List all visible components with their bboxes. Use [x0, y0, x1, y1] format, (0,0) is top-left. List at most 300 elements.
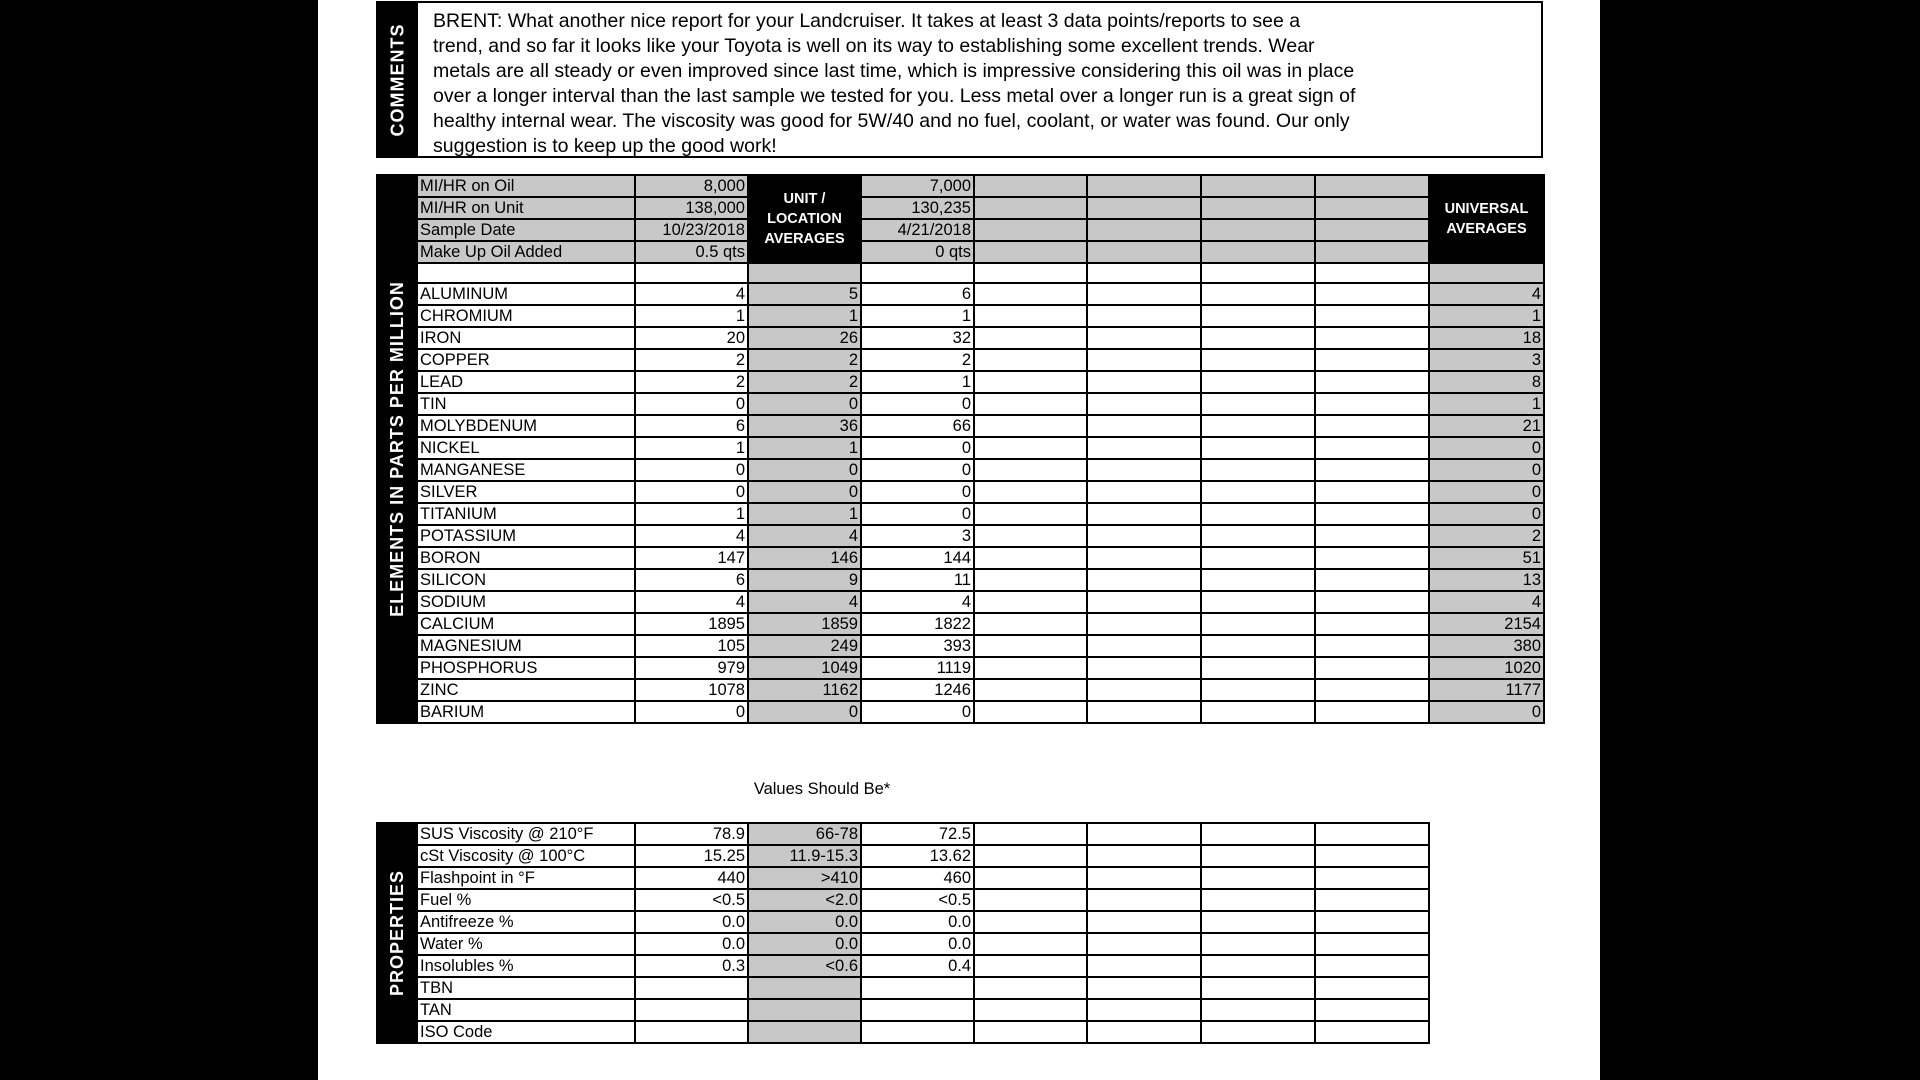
sample-info-previous: 130,235 [861, 197, 974, 219]
element-name: SILVER [417, 481, 635, 503]
element-universal-average: 0 [1429, 437, 1544, 459]
empty-cell [1087, 933, 1201, 955]
element-universal-average: 18 [1429, 327, 1544, 349]
element-previous: 11 [861, 569, 974, 591]
empty-cell [1315, 701, 1429, 723]
element-previous: 6 [861, 283, 974, 305]
element-universal-average: 3 [1429, 349, 1544, 371]
element-current: 1 [635, 437, 748, 459]
empty-cell [1315, 283, 1429, 305]
empty-cell [1201, 569, 1315, 591]
empty-cell [1315, 219, 1429, 241]
property-current [635, 999, 748, 1021]
element-unit-average: 2 [748, 349, 861, 371]
empty-cell [974, 845, 1087, 867]
element-current: 2 [635, 371, 748, 393]
sample-info-current: 10/23/2018 [635, 219, 748, 241]
empty-cell [1201, 371, 1315, 393]
property-should-be [748, 1021, 861, 1043]
element-name: PHOSPHORUS [417, 657, 635, 679]
empty-cell [1315, 823, 1429, 845]
element-current: 979 [635, 657, 748, 679]
comment-line: BRENT: What another nice report for your Landcruiser. It takes at least 3 data points/reports to see a [433, 10, 1301, 32]
element-current: 4 [635, 283, 748, 305]
element-current: 0 [635, 701, 748, 723]
empty-cell [1087, 1021, 1201, 1043]
element-row [377, 657, 1544, 679]
element-row [377, 349, 1544, 371]
element-current: 2 [635, 349, 748, 371]
empty-cell [1087, 591, 1201, 613]
empty-cell [974, 241, 1087, 263]
element-row [377, 415, 1544, 437]
comment-line: metals are all steady or even improved since last time, which is impressive considering this oil was in place [433, 60, 1355, 82]
empty-cell [1087, 175, 1201, 197]
sample-info-current: 0.5 qts [635, 241, 748, 263]
unit-location-averages-header: UNIT / LOCATION AVERAGES [748, 175, 861, 263]
empty-cell [1315, 955, 1429, 977]
empty-cell [1315, 867, 1429, 889]
property-current [635, 977, 748, 999]
element-name: IRON [417, 327, 635, 349]
comment-line: over a longer interval than the last sample we tested for you. Less metal over a longer run is a great sign of [433, 85, 1356, 107]
empty-cell [1315, 657, 1429, 679]
empty-cell [974, 349, 1087, 371]
element-name: LEAD [417, 371, 635, 393]
empty-cell [1087, 283, 1201, 305]
element-row [377, 635, 1544, 657]
sample-info-label: MI/HR on Oil [417, 175, 635, 197]
property-name: TAN [417, 999, 635, 1021]
element-unit-average: 1049 [748, 657, 861, 679]
empty-cell [1201, 823, 1315, 845]
empty-cell [974, 415, 1087, 437]
property-current: 0.0 [635, 933, 748, 955]
empty-cell [974, 219, 1087, 241]
empty-cell [974, 371, 1087, 393]
property-name: Flashpoint in °F [417, 867, 635, 889]
values-should-be-note: Values Should Be* [753, 780, 891, 798]
element-universal-average: 21 [1429, 415, 1544, 437]
element-unit-average: 9 [748, 569, 861, 591]
element-universal-average: 1 [1429, 393, 1544, 415]
empty-cell [974, 437, 1087, 459]
property-previous: 0.0 [861, 911, 974, 933]
property-previous: 460 [861, 867, 974, 889]
empty-cell [1201, 845, 1315, 867]
element-previous: 0 [861, 503, 974, 525]
element-previous: 1 [861, 371, 974, 393]
property-name: Antifreeze % [417, 911, 635, 933]
empty-cell [1201, 219, 1315, 241]
element-unit-average: 0 [748, 481, 861, 503]
empty-cell [974, 569, 1087, 591]
empty-cell [1087, 955, 1201, 977]
comment-line: suggestion is to keep up the good work! [433, 135, 777, 157]
properties-sidebar [377, 823, 417, 1043]
empty-cell [1087, 657, 1201, 679]
empty-cell [1201, 1021, 1315, 1043]
empty-cell [1201, 933, 1315, 955]
element-previous: 0 [861, 393, 974, 415]
property-should-be: 0.0 [748, 911, 861, 933]
sample-info-row [377, 197, 1544, 219]
element-current: 4 [635, 591, 748, 613]
element-current: 0 [635, 481, 748, 503]
property-row [377, 955, 1429, 977]
empty-cell [1201, 415, 1315, 437]
empty-cell [861, 263, 974, 283]
property-previous: 0.4 [861, 955, 974, 977]
property-previous: <0.5 [861, 889, 974, 911]
property-name: Fuel % [417, 889, 635, 911]
empty-cell [1315, 349, 1429, 371]
property-name: cSt Viscosity @ 100°C [417, 845, 635, 867]
element-row [377, 503, 1544, 525]
comments-label: COMMENTS [387, 23, 408, 136]
property-previous: 72.5 [861, 823, 974, 845]
empty-cell [1087, 263, 1201, 283]
element-row [377, 613, 1544, 635]
element-unit-average: 4 [748, 591, 861, 613]
property-should-be: 0.0 [748, 933, 861, 955]
empty-cell [1087, 525, 1201, 547]
empty-cell [1201, 283, 1315, 305]
property-current: 440 [635, 867, 748, 889]
empty-cell [974, 679, 1087, 701]
property-row [377, 823, 1429, 845]
empty-cell [1315, 393, 1429, 415]
empty-cell [1315, 591, 1429, 613]
element-unit-average: 1 [748, 305, 861, 327]
element-previous: 3 [861, 525, 974, 547]
elements-table [376, 174, 1545, 724]
sample-info-label: Sample Date [417, 219, 635, 241]
sample-info-row [377, 241, 1544, 263]
property-previous: 13.62 [861, 845, 974, 867]
property-name: Insolubles % [417, 955, 635, 977]
element-name: COPPER [417, 349, 635, 371]
empty-cell [1315, 525, 1429, 547]
element-name: BARIUM [417, 701, 635, 723]
element-current: 4 [635, 525, 748, 547]
property-should-be: >410 [748, 867, 861, 889]
empty-cell [1087, 305, 1201, 327]
property-name: SUS Viscosity @ 210°F [417, 823, 635, 845]
empty-cell [1315, 459, 1429, 481]
element-previous: 393 [861, 635, 974, 657]
comments-sidebar [378, 3, 418, 156]
empty-cell [974, 701, 1087, 723]
sample-info-current: 138,000 [635, 197, 748, 219]
empty-cell [1201, 911, 1315, 933]
property-should-be: 11.9-15.3 [748, 845, 861, 867]
element-unit-average: 5 [748, 283, 861, 305]
empty-cell [1201, 701, 1315, 723]
empty-cell [974, 999, 1087, 1021]
empty-cell [1201, 503, 1315, 525]
empty-cell [974, 657, 1087, 679]
element-name: CALCIUM [417, 613, 635, 635]
empty-cell [1315, 889, 1429, 911]
empty-cell [1087, 437, 1201, 459]
empty-cell [1087, 867, 1201, 889]
empty-cell [974, 911, 1087, 933]
empty-cell [974, 613, 1087, 635]
element-row [377, 283, 1544, 305]
empty-cell [1315, 613, 1429, 635]
element-previous: 0 [861, 481, 974, 503]
element-universal-average: 2 [1429, 525, 1544, 547]
element-row [377, 393, 1544, 415]
empty-cell [974, 525, 1087, 547]
element-current: 105 [635, 635, 748, 657]
property-should-be: <2.0 [748, 889, 861, 911]
empty-cell [1201, 867, 1315, 889]
empty-cell [974, 889, 1087, 911]
empty-cell [1087, 911, 1201, 933]
element-previous: 2 [861, 349, 974, 371]
empty-cell [974, 175, 1087, 197]
element-current: 0 [635, 459, 748, 481]
empty-cell [974, 283, 1087, 305]
element-row [377, 569, 1544, 591]
element-name: CHROMIUM [417, 305, 635, 327]
element-universal-average: 8 [1429, 371, 1544, 393]
empty-cell [1315, 305, 1429, 327]
element-universal-average: 1020 [1429, 657, 1544, 679]
empty-cell [1429, 263, 1544, 283]
properties-table-wrap [376, 822, 1430, 1044]
empty-cell [1087, 889, 1201, 911]
empty-cell [1201, 481, 1315, 503]
empty-cell [974, 393, 1087, 415]
sample-info-row [377, 175, 1544, 197]
element-universal-average: 13 [1429, 569, 1544, 591]
element-current: 147 [635, 547, 748, 569]
empty-cell [1315, 481, 1429, 503]
empty-cell [974, 823, 1087, 845]
empty-cell [1201, 305, 1315, 327]
element-current: 6 [635, 569, 748, 591]
empty-cell [1201, 955, 1315, 977]
element-current: 0 [635, 393, 748, 415]
element-previous: 1822 [861, 613, 974, 635]
empty-cell [1201, 591, 1315, 613]
empty-cell [974, 327, 1087, 349]
empty-cell [974, 635, 1087, 657]
empty-cell [1201, 999, 1315, 1021]
empty-cell [1087, 219, 1201, 241]
element-row [377, 547, 1544, 569]
element-name: SILICON [417, 569, 635, 591]
empty-cell [1315, 197, 1429, 219]
empty-cell [974, 503, 1087, 525]
element-current: 1 [635, 305, 748, 327]
empty-cell [1201, 657, 1315, 679]
empty-cell [1087, 481, 1201, 503]
empty-cell [1087, 999, 1201, 1021]
empty-cell [1087, 503, 1201, 525]
element-name: ZINC [417, 679, 635, 701]
element-unit-average: 4 [748, 525, 861, 547]
empty-cell [974, 481, 1087, 503]
empty-cell [1201, 547, 1315, 569]
element-name: SODIUM [417, 591, 635, 613]
property-current [635, 1021, 748, 1043]
element-previous: 1119 [861, 657, 974, 679]
element-current: 6 [635, 415, 748, 437]
elements-label: ELEMENTS IN PARTS PER MILLION [387, 281, 407, 617]
empty-cell [974, 305, 1087, 327]
sample-info-previous: 0 qts [861, 241, 974, 263]
empty-cell [748, 263, 861, 283]
property-row [377, 999, 1429, 1021]
empty-cell [1087, 349, 1201, 371]
empty-cell [1315, 175, 1429, 197]
element-universal-average: 2154 [1429, 613, 1544, 635]
property-previous: 0.0 [861, 933, 974, 955]
empty-cell [1315, 845, 1429, 867]
element-previous: 4 [861, 591, 974, 613]
comments-box [376, 1, 1543, 158]
empty-cell [974, 459, 1087, 481]
empty-cell [974, 1021, 1087, 1043]
empty-cell [974, 591, 1087, 613]
empty-cell [974, 197, 1087, 219]
empty-cell [1315, 415, 1429, 437]
elements-sidebar [377, 175, 417, 723]
element-universal-average: 0 [1429, 701, 1544, 723]
element-row [377, 437, 1544, 459]
empty-cell [1087, 415, 1201, 437]
empty-cell [1087, 241, 1201, 263]
empty-cell [1201, 459, 1315, 481]
empty-cell [1201, 977, 1315, 999]
sample-info-label: MI/HR on Unit [417, 197, 635, 219]
element-previous: 144 [861, 547, 974, 569]
element-previous: 66 [861, 415, 974, 437]
empty-cell [1087, 845, 1201, 867]
element-current: 1 [635, 503, 748, 525]
element-unit-average: 0 [748, 459, 861, 481]
empty-cell [1087, 679, 1201, 701]
element-universal-average: 51 [1429, 547, 1544, 569]
empty-cell [1201, 437, 1315, 459]
empty-cell [417, 263, 635, 283]
empty-cell [1315, 977, 1429, 999]
element-universal-average: 1 [1429, 305, 1544, 327]
property-row [377, 933, 1429, 955]
element-current: 20 [635, 327, 748, 349]
empty-cell [1315, 911, 1429, 933]
property-row [377, 867, 1429, 889]
elements-table-wrap [376, 174, 1545, 724]
element-unit-average: 0 [748, 701, 861, 723]
element-row [377, 591, 1544, 613]
empty-cell [1201, 263, 1315, 283]
property-row [377, 911, 1429, 933]
element-name: BORON [417, 547, 635, 569]
sample-info-label: Make Up Oil Added [417, 241, 635, 263]
element-row [377, 701, 1544, 723]
element-unit-average: 0 [748, 393, 861, 415]
empty-cell [1201, 349, 1315, 371]
element-row [377, 305, 1544, 327]
element-unit-average: 2 [748, 371, 861, 393]
element-name: NICKEL [417, 437, 635, 459]
element-unit-average: 1 [748, 503, 861, 525]
empty-cell [1087, 327, 1201, 349]
element-name: MANGANESE [417, 459, 635, 481]
element-row [377, 371, 1544, 393]
property-previous [861, 1021, 974, 1043]
empty-cell [1201, 393, 1315, 415]
element-previous: 0 [861, 437, 974, 459]
element-unit-average: 26 [748, 327, 861, 349]
empty-cell [1087, 613, 1201, 635]
empty-cell [1315, 241, 1429, 263]
empty-cell [1087, 371, 1201, 393]
property-row [377, 889, 1429, 911]
property-name: TBN [417, 977, 635, 999]
empty-cell [635, 263, 748, 283]
element-unit-average: 1859 [748, 613, 861, 635]
property-row [377, 845, 1429, 867]
empty-cell [1201, 241, 1315, 263]
empty-cell [1315, 503, 1429, 525]
property-should-be: <0.6 [748, 955, 861, 977]
empty-cell [1087, 569, 1201, 591]
property-name: Water % [417, 933, 635, 955]
empty-cell [1315, 327, 1429, 349]
properties-table [376, 822, 1430, 1044]
property-name: ISO Code [417, 1021, 635, 1043]
empty-cell [1087, 393, 1201, 415]
sample-info-previous: 7,000 [861, 175, 974, 197]
element-unit-average: 146 [748, 547, 861, 569]
empty-cell [1201, 679, 1315, 701]
empty-cell [1087, 547, 1201, 569]
element-unit-average: 1 [748, 437, 861, 459]
property-row [377, 1021, 1429, 1043]
sample-info-current: 8,000 [635, 175, 748, 197]
element-previous: 32 [861, 327, 974, 349]
property-current: <0.5 [635, 889, 748, 911]
empty-cell [1201, 889, 1315, 911]
empty-cell [974, 867, 1087, 889]
element-universal-average: 4 [1429, 591, 1544, 613]
element-name: POTASSIUM [417, 525, 635, 547]
property-current: 78.9 [635, 823, 748, 845]
empty-cell [1315, 569, 1429, 591]
element-row [377, 525, 1544, 547]
element-row [377, 459, 1544, 481]
element-previous: 1246 [861, 679, 974, 701]
empty-cell [1087, 977, 1201, 999]
empty-cell [974, 955, 1087, 977]
empty-cell [1315, 371, 1429, 393]
property-row [377, 977, 1429, 999]
empty-cell [1315, 933, 1429, 955]
empty-cell [1201, 525, 1315, 547]
sample-info-row [377, 219, 1544, 241]
empty-cell [1315, 547, 1429, 569]
element-current: 1078 [635, 679, 748, 701]
element-universal-average: 0 [1429, 481, 1544, 503]
empty-cell [974, 263, 1087, 283]
empty-cell [1087, 701, 1201, 723]
